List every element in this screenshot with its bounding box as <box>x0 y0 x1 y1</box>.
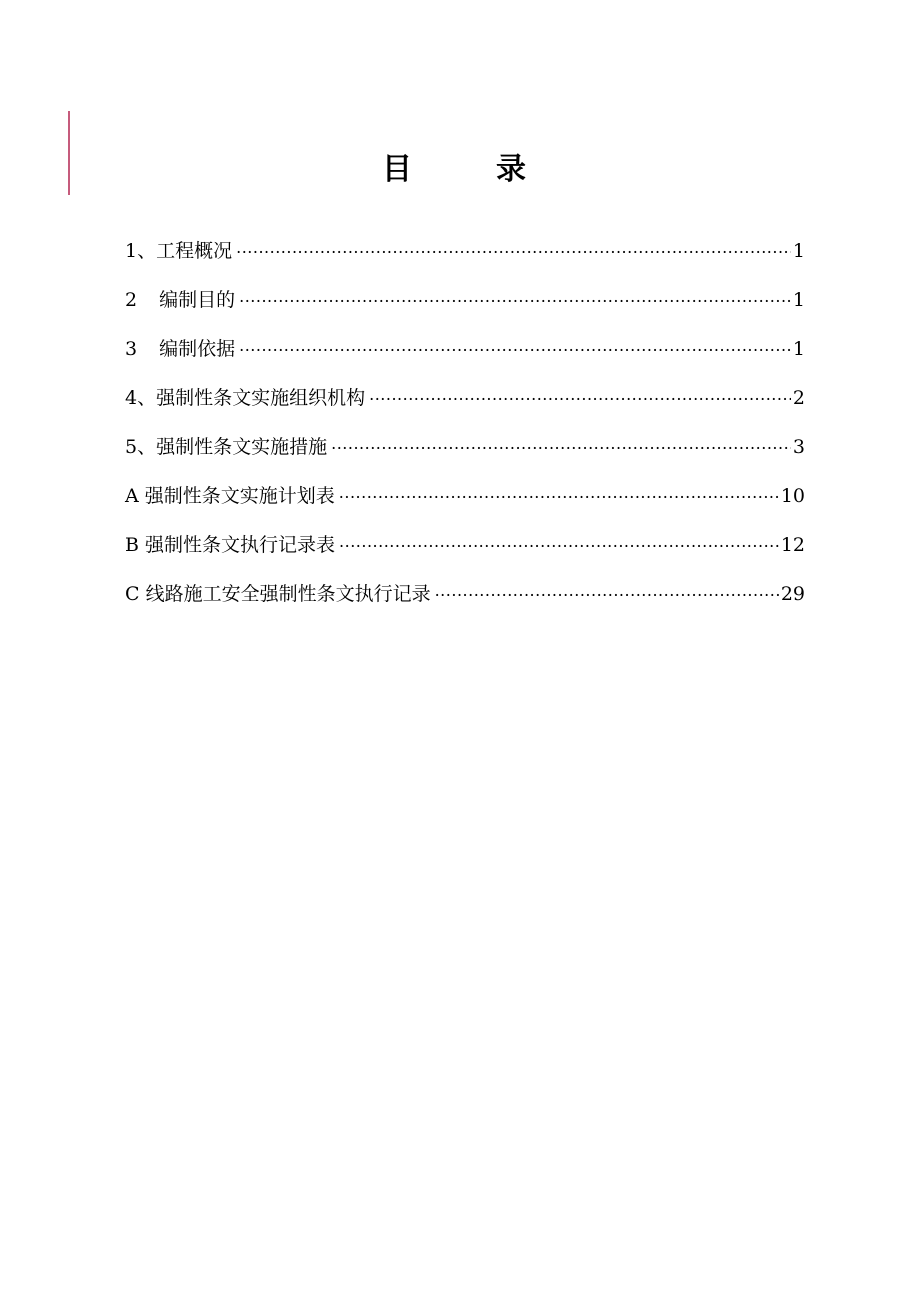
toc-entry-text: 编制依据 <box>159 337 236 360</box>
toc-entry-text: 强制性条文执行记录表 <box>145 533 336 556</box>
toc-dot-leader <box>236 236 791 260</box>
toc-entry-number: A <box>125 484 145 507</box>
toc-entry-page: 1 <box>792 239 805 262</box>
toc-entry-text: 强制性条文实施措施 <box>156 435 328 458</box>
toc-entry-label <box>125 484 339 508</box>
toc-entry[interactable] <box>125 324 805 373</box>
toc-entry-label <box>125 337 239 361</box>
toc-entry-text: 线路施工安全强制性条文执行记录 <box>145 582 431 605</box>
toc-dot-leader <box>339 481 779 505</box>
toc-dot-leader <box>239 334 791 358</box>
toc-dot-leader <box>369 383 791 407</box>
toc-entry[interactable] <box>125 373 805 422</box>
toc-entry-label <box>125 288 239 312</box>
toc-dot-leader <box>339 530 779 554</box>
toc-entry-text: 工程概况 <box>156 239 233 262</box>
toc-entry-number: C <box>125 582 146 605</box>
toc-entry-page: 3 <box>792 435 805 458</box>
toc-list <box>125 226 805 618</box>
toc-entry-page: 10 <box>780 484 805 507</box>
toc-entry-page: 12 <box>780 533 805 556</box>
toc-entry-text: 强制性条文实施组织机构 <box>156 386 366 409</box>
toc-entry-label <box>125 533 339 557</box>
toc-entry[interactable] <box>125 422 805 471</box>
toc-entry[interactable] <box>125 275 805 324</box>
toc-entry[interactable] <box>125 471 805 520</box>
toc-entry[interactable] <box>125 226 805 275</box>
toc-entry[interactable] <box>125 569 805 618</box>
toc-entry-number: 2 <box>125 288 138 311</box>
toc-entry-text: 编制目的 <box>159 288 236 311</box>
toc-entry-label <box>125 582 435 606</box>
toc-entry-number: B <box>125 533 146 556</box>
toc-dot-leader <box>331 432 791 456</box>
toc-entry-label <box>125 239 236 263</box>
toc-entry-label <box>125 435 331 459</box>
toc-dot-leader <box>239 285 791 309</box>
toc-entry-number: 3 <box>125 337 138 360</box>
toc-entry-number: 1、 <box>125 239 157 262</box>
toc-entry-page: 2 <box>792 386 805 409</box>
toc-title: 目 录 <box>382 152 553 187</box>
toc-entry-page: 1 <box>792 288 805 311</box>
toc-entry-text: 强制性条文实施计划表 <box>144 484 335 507</box>
toc-entry-page: 29 <box>780 582 805 605</box>
toc-entry-number: 4、 <box>125 386 157 409</box>
toc-entry-label <box>125 386 369 410</box>
toc-entry-page: 1 <box>792 337 805 360</box>
toc-dot-leader <box>435 579 779 603</box>
toc-entry-number: 5、 <box>125 435 157 458</box>
toc-entry[interactable] <box>125 520 805 569</box>
